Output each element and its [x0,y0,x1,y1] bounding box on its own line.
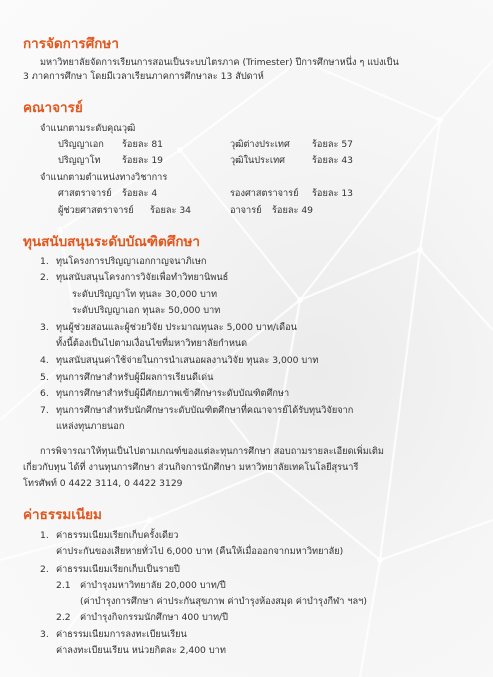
fee-annual: ค่าธรรมเนียมเรียกเก็บเป็นรายปี [56,564,180,575]
domestic-degree-value: ร้อยละ 43 [312,155,354,166]
professor-value: ร้อยละ 4 [122,188,158,199]
asst-prof-label: ผู้ช่วยศาสตราจารย์ [58,205,134,216]
assoc-prof-value: ร้อยละ 13 [312,188,354,199]
faculty-by-degree-heading: จำแนกตามระดับคุณวุฒิ [40,123,136,134]
foreign-degree-label: วุฒิต่างประเทศ [230,139,290,150]
scholarship-number: 4. [40,355,49,366]
scholarship-note-line-2: เกี่ยวกับทุน ได้ที่ งานทุนการศึกษา ส่วนกิจการนักศึกษา มหาวิทยาลัยเทคโนโลยีสุรนารี [23,462,359,473]
fee-damage-deposit: ค่าประกันของเสียหายทั่วไป 6,000 บาท (คืนให้เมื่อออกจากมหาวิทยาลัย) [56,546,344,557]
section-title-fees: ค่าธรรมเนียม [23,507,102,523]
master-label: ปริญญาโท [58,155,101,166]
faculty-by-position-heading: จำแนกตามตำแหน่งทางวิชาการ [40,172,168,183]
fee-sub-number: 2.2 [56,612,71,623]
fee-sub-number: 2.1 [56,580,71,591]
foreign-degree-value: ร้อยละ 57 [312,139,354,150]
scholarship-number: 3. [40,322,49,333]
fee-maintenance-details: (ค่าบำรุงการศึกษา ค่าประกันสุขภาพ ค่าบำรุงห้องสมุด ค่าบำรุงกีฬา ฯลฯ) [80,596,367,607]
scholarship-item: ทุนสนับสนุนโครงการวิจัยเพื่อทำวิทยานิพนธ์ [56,272,229,283]
education-paragraph-line-2: 3 ภาคการศึกษา โดยมีเวลาเรียนภาคการศึกษาละ 13 สัปดาห์ [23,71,264,82]
scholarship-item: ทุนโครงการปริญญาเอกกาญจนาภิเษก [56,256,207,267]
fee-one-time: ค่าธรรมเนียมเรียกเก็บครั้งเดียว [56,530,179,541]
fee-per-credit: ค่าลงทะเบียนเรียน หน่วยกิตละ 2,400 บาท [56,645,226,656]
assoc-prof-label: รองศาสตราจารย์ [230,188,299,199]
scholarship-condition: ทั้งนี้ต้องเป็นไปตามเงื่อนไขที่มหาวิทยาลัยกำหนด [56,338,248,349]
scholarship-external-source: แหล่งทุนภายนอก [56,421,125,432]
domestic-degree-label: วุฒิในประเทศ [230,155,285,166]
scholarship-note-line-1: การพิจารณาให้ทุนเป็นไปตามเกณฑ์ของแต่ละทุนการศึกษา สอบถามรายละเอียดเพิ่มเติม [40,446,384,457]
education-paragraph-line-1: มหาวิทยาลัยจัดการเรียนการสอนเป็นระบบไตรภาค (Trimester) ปีการศึกษาหนึ่ง ๆ แบ่งเป็น [40,57,399,68]
section-title-faculty: คณาจารย์ [23,100,83,116]
scholarship-item: ทุนการศึกษาสำหรับนักศึกษาระดับบัณฑิตศึกษาที่คณาจารย์ได้รับทุนวิจัยจาก [56,405,354,416]
scholarship-master-amount: ระดับปริญญาโท ทุนละ 30,000 บาท [72,289,218,300]
section-title-scholarships: ทุนสนับสนุนระดับบัณฑิตศึกษา [23,234,200,250]
section-title-education-management: การจัดการศึกษา [23,36,119,52]
scholarship-item: ทุนผู้ช่วยสอนและผู้ช่วยวิจัย ประมาณทุนละ 5,000 บาท/เดือน [56,322,297,333]
fee-registration: ค่าธรรมเนียมการลงทะเบียนเรียน [56,629,187,640]
scholarship-number: 7. [40,405,49,416]
scholarship-number: 2. [40,272,49,283]
scholarship-number: 1. [40,256,49,267]
phd-value: ร้อยละ 81 [122,139,164,150]
fee-student-activity: ค่าบำรุงกิจกรรมนักศึกษา 400 บาท/ปี [80,612,228,623]
asst-prof-value: ร้อยละ 34 [150,205,192,216]
scholarship-number: 6. [40,388,49,399]
lecturer-label: อาจารย์ [230,205,262,216]
fee-number: 1. [40,530,49,541]
scholarship-item: ทุนสนับสนุนค่าใช้จ่ายในการนำเสนอผลงานวิจัย ทุนละ 3,000 บาท [56,355,319,366]
phd-label: ปริญญาเอก [58,139,104,150]
fee-number: 2. [40,564,49,575]
scholarship-number: 5. [40,372,49,383]
master-value: ร้อยละ 19 [122,155,164,166]
professor-label: ศาสตราจารย์ [58,188,112,199]
scholarship-contact-phone: โทรศัพท์ 0 4422 3114, 0 4422 3129 [23,478,183,489]
fee-university-maintenance: ค่าบำรุงมหาวิทยาลัย 20,000 บาท/ปี [80,580,226,591]
scholarship-item: ทุนการศึกษาสำหรับผู้มีศักยภาพเข้าศึกษาระดับบัณฑิตศึกษา [56,388,290,399]
fee-number: 3. [40,629,49,640]
scholarship-item: ทุนการศึกษาสำหรับผู้มีผลการเรียนดีเด่น [56,372,214,383]
scholarship-phd-amount: ระดับปริญญาเอก ทุนละ 50,000 บาท [72,305,221,316]
lecturer-value: ร้อยละ 49 [272,205,314,216]
